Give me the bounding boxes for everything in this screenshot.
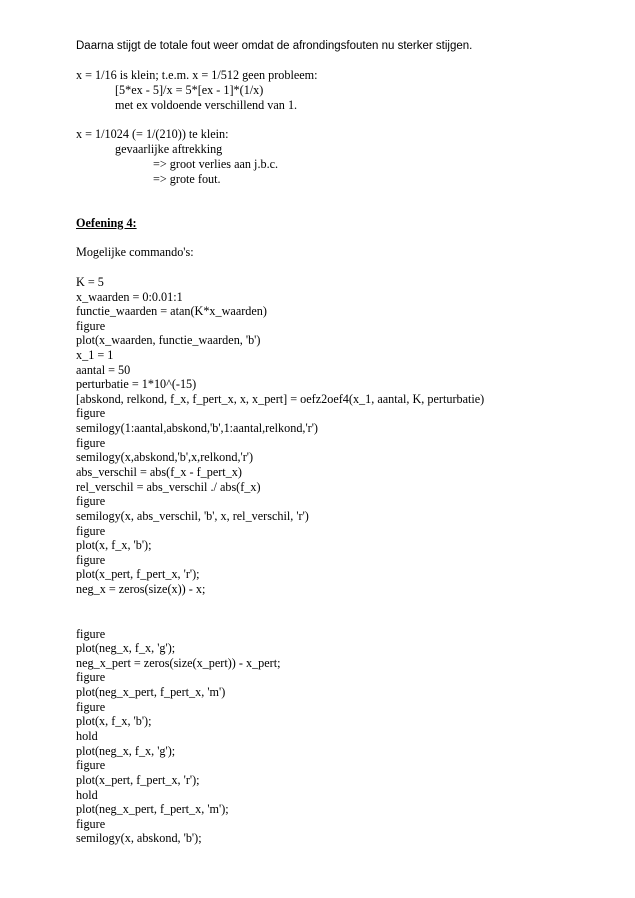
para2-line-4: => grote fout.	[153, 172, 221, 186]
code-line: figure	[76, 553, 106, 567]
code-line: x_waarden = 0:0.01:1	[76, 290, 183, 304]
code-line: perturbatie = 1*10^(-15)	[76, 377, 197, 391]
code-line: figure	[76, 436, 106, 450]
section-subheading: Mogelijke commando's:	[76, 245, 194, 259]
para2-line-3: => groot verlies aan j.b.c.	[153, 157, 279, 171]
para1-line-3: met ex voldoende verschillend van 1.	[115, 98, 298, 112]
code-line: figure	[76, 817, 106, 831]
section-heading: Oefening 4:	[76, 216, 137, 230]
code-line: plot(x_waarden, functie_waarden, 'b')	[76, 333, 261, 347]
code-line: figure	[76, 627, 106, 641]
code-line: plot(neg_x_pert, f_pert_x, 'm');	[76, 802, 229, 816]
code-line: figure	[76, 670, 106, 684]
code-line: semilogy(x, abs_verschil, 'b', x, rel_verschil, 'r')	[76, 509, 309, 523]
code-line: x_1 = 1	[76, 348, 114, 362]
code-line: figure	[76, 524, 106, 538]
para2-line-2: gevaarlijke aftrekking	[115, 142, 223, 156]
code-line: K = 5	[76, 275, 104, 289]
code-line: hold	[76, 788, 98, 802]
code-line: rel_verschil = abs_verschil ./ abs(f_x)	[76, 480, 261, 494]
code-line: plot(neg_x_pert, f_pert_x, 'm')	[76, 685, 226, 699]
code-line: plot(neg_x, f_x, 'g');	[76, 744, 176, 758]
code-line: plot(x, f_x, 'b');	[76, 538, 152, 552]
code-line: semilogy(1:aantal,abskond,'b',1:aantal,relkond,'r')	[76, 421, 318, 435]
code-line: neg_x = zeros(size(x)) - x;	[76, 582, 206, 596]
para2-line-1: x = 1/1024 (= 1/(210)) te klein:	[76, 127, 229, 141]
code-line: semilogy(x,abskond,'b',x,relkond,'r')	[76, 450, 254, 464]
code-line: figure	[76, 700, 106, 714]
code-line: aantal = 50	[76, 363, 131, 377]
code-line: hold	[76, 729, 98, 743]
code-line: plot(x_pert, f_pert_x, 'r');	[76, 773, 200, 787]
para1-line-1: x = 1/16 is klein; t.e.m. x = 1/512 geen probleem:	[76, 68, 318, 82]
code-line: plot(x_pert, f_pert_x, 'r');	[76, 567, 200, 581]
code-line: semilogy(x, abskond, 'b');	[76, 831, 202, 845]
code-line: figure	[76, 494, 106, 508]
code-line: figure	[76, 406, 106, 420]
code-line: plot(neg_x, f_x, 'g');	[76, 641, 176, 655]
para1-line-2: [5*ex - 5]/x = 5*[ex - 1]*(1/x)	[115, 83, 264, 97]
intro-line: Daarna stijgt de totale fout weer omdat de afrondingsfouten nu sterker stijgen.	[76, 40, 473, 52]
code-line: neg_x_pert = zeros(size(x_pert)) - x_pert;	[76, 656, 281, 670]
code-line: abs_verschil = abs(f_x - f_pert_x)	[76, 465, 242, 479]
code-line: figure	[76, 758, 106, 772]
code-line: figure	[76, 319, 106, 333]
code-line: plot(x, f_x, 'b');	[76, 714, 152, 728]
code-line: functie_waarden = atan(K*x_waarden)	[76, 304, 267, 318]
code-line: [abskond, relkond, f_x, f_pert_x, x, x_pert] = oefz2oef4(x_1, aantal, K, perturbatie)	[76, 392, 485, 406]
